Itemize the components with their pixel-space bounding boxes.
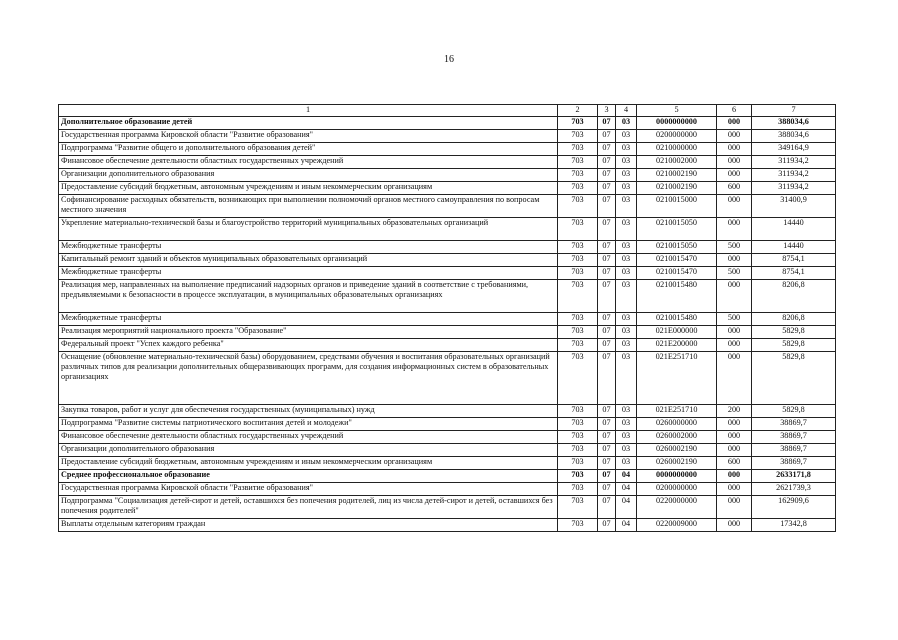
table-row	[59, 313, 836, 326]
target-article-cell: 0200000000	[637, 483, 717, 496]
item-name-cell: Закупка товаров, работ и услуг для обеспечения государственных (муниципальных) нужд	[59, 405, 558, 418]
target-article-cell: 0220000000	[637, 496, 717, 519]
table-row	[59, 218, 836, 241]
section-code-cell: 07	[598, 280, 616, 313]
table-row	[59, 267, 836, 280]
item-name-cell: Государственная программа Кировской области "Развитие образования"	[59, 483, 558, 496]
item-name-cell: Финансовое обеспечение деятельности областных государственных учреждений	[59, 156, 558, 169]
column-header: 1	[59, 105, 558, 117]
expense-type-cell: 000	[717, 254, 752, 267]
amount-cell: 8206,8	[752, 313, 836, 326]
expense-type-cell: 600	[717, 457, 752, 470]
table-row	[59, 254, 836, 267]
expense-type-cell: 000	[717, 444, 752, 457]
expense-type-cell: 000	[717, 483, 752, 496]
subsection-code-cell: 03	[616, 267, 637, 280]
ministry-code-cell: 703	[558, 405, 598, 418]
item-name-cell: Межбюджетные трансферты	[59, 241, 558, 254]
subsection-code-cell: 03	[616, 156, 637, 169]
ministry-code-cell: 703	[558, 182, 598, 195]
table-row	[59, 339, 836, 352]
item-name-cell: Реализация мероприятий национального проекта "Образование"	[59, 326, 558, 339]
item-name-cell: Софинансирование расходных обязательств, возникающих при выполнении полномочий органов местного самоуправления по вопросам местного значения	[59, 195, 558, 218]
subsection-code-cell: 03	[616, 418, 637, 431]
section-code-cell: 07	[598, 254, 616, 267]
amount-cell: 2633171,8	[752, 470, 836, 483]
target-article-cell: 0210015480	[637, 280, 717, 313]
subsection-code-cell: 03	[616, 218, 637, 241]
expense-type-cell: 000	[717, 339, 752, 352]
section-code-cell: 07	[598, 496, 616, 519]
subsection-code-cell: 03	[616, 143, 637, 156]
ministry-code-cell: 703	[558, 169, 598, 182]
table-row	[59, 405, 836, 418]
section-code-cell: 07	[598, 339, 616, 352]
ministry-code-cell: 703	[558, 496, 598, 519]
section-code-cell: 07	[598, 156, 616, 169]
table-row	[59, 470, 836, 483]
section-code-cell: 07	[598, 241, 616, 254]
table-row	[59, 431, 836, 444]
amount-cell: 14440	[752, 241, 836, 254]
subsection-code-cell: 03	[616, 444, 637, 457]
subsection-code-cell: 03	[616, 352, 637, 405]
subsection-code-cell: 03	[616, 254, 637, 267]
item-name-cell: Подпрограмма "Развитие системы патриотического воспитания детей и молодежи"	[59, 418, 558, 431]
section-code-cell: 07	[598, 457, 616, 470]
amount-cell: 388034,6	[752, 117, 836, 130]
target-article-cell: 0210015470	[637, 254, 717, 267]
target-article-cell: 0210015480	[637, 313, 717, 326]
expense-type-cell: 000	[717, 143, 752, 156]
expense-type-cell: 000	[717, 496, 752, 519]
item-name-cell: Федеральный проект "Успех каждого ребенка"	[59, 339, 558, 352]
item-name-cell: Предоставление субсидий бюджетным, автономным учреждениям и иным некоммерческим организациям	[59, 182, 558, 195]
ministry-code-cell: 703	[558, 267, 598, 280]
target-article-cell: 0210015470	[637, 267, 717, 280]
ministry-code-cell: 703	[558, 254, 598, 267]
ministry-code-cell: 703	[558, 339, 598, 352]
item-name-cell: Укрепление материально-технической базы и благоустройство территорий муниципальных образовательных организаций	[59, 218, 558, 241]
subsection-code-cell: 03	[616, 117, 637, 130]
subsection-code-cell: 03	[616, 130, 637, 143]
ministry-code-cell: 703	[558, 313, 598, 326]
page-number: 16	[444, 54, 454, 65]
budget-table	[58, 104, 836, 532]
section-code-cell: 07	[598, 313, 616, 326]
amount-cell: 388034,6	[752, 130, 836, 143]
ministry-code-cell: 703	[558, 280, 598, 313]
amount-cell: 38869,7	[752, 418, 836, 431]
table-row	[59, 143, 836, 156]
expense-type-cell: 200	[717, 405, 752, 418]
table-row	[59, 352, 836, 405]
ministry-code-cell: 703	[558, 519, 598, 532]
target-article-cell: 0260000000	[637, 418, 717, 431]
expense-type-cell: 000	[717, 156, 752, 169]
subsection-code-cell: 03	[616, 326, 637, 339]
amount-cell: 38869,7	[752, 457, 836, 470]
ministry-code-cell: 703	[558, 444, 598, 457]
item-name-cell: Межбюджетные трансферты	[59, 267, 558, 280]
ministry-code-cell: 703	[558, 195, 598, 218]
section-code-cell: 07	[598, 218, 616, 241]
target-article-cell: 0210015000	[637, 195, 717, 218]
table-row	[59, 241, 836, 254]
table-row	[59, 457, 836, 470]
expense-type-cell: 000	[717, 352, 752, 405]
amount-cell: 5829,8	[752, 326, 836, 339]
ministry-code-cell: 703	[558, 483, 598, 496]
subsection-code-cell: 04	[616, 470, 637, 483]
table-row	[59, 117, 836, 130]
item-name-cell: Дополнительное образование детей	[59, 117, 558, 130]
target-article-cell: 0210015050	[637, 241, 717, 254]
expense-type-cell: 000	[717, 470, 752, 483]
subsection-code-cell: 03	[616, 182, 637, 195]
section-code-cell: 07	[598, 470, 616, 483]
amount-cell: 38869,7	[752, 431, 836, 444]
item-name-cell: Капитальный ремонт зданий и объектов муниципальных образовательных организаций	[59, 254, 558, 267]
expense-type-cell: 000	[717, 519, 752, 532]
section-code-cell: 07	[598, 418, 616, 431]
section-code-cell: 07	[598, 444, 616, 457]
column-header: 7	[752, 105, 836, 117]
expense-type-cell: 000	[717, 326, 752, 339]
expense-type-cell: 000	[717, 418, 752, 431]
amount-cell: 311934,2	[752, 156, 836, 169]
column-header: 3	[598, 105, 616, 117]
section-code-cell: 07	[598, 117, 616, 130]
table-row	[59, 326, 836, 339]
ministry-code-cell: 703	[558, 326, 598, 339]
amount-cell: 38869,7	[752, 444, 836, 457]
ministry-code-cell: 703	[558, 241, 598, 254]
expense-type-cell: 500	[717, 241, 752, 254]
column-header: 2	[558, 105, 598, 117]
target-article-cell: 0000000000	[637, 470, 717, 483]
section-code-cell: 07	[598, 405, 616, 418]
expense-type-cell: 600	[717, 182, 752, 195]
amount-cell: 17342,8	[752, 519, 836, 532]
subsection-code-cell: 03	[616, 241, 637, 254]
target-article-cell: 021E000000	[637, 326, 717, 339]
subsection-code-cell: 03	[616, 169, 637, 182]
section-code-cell: 07	[598, 483, 616, 496]
amount-cell: 5829,8	[752, 405, 836, 418]
column-header: 5	[637, 105, 717, 117]
section-code-cell: 07	[598, 267, 616, 280]
expense-type-cell: 000	[717, 431, 752, 444]
target-article-cell: 0210015050	[637, 218, 717, 241]
subsection-code-cell: 03	[616, 195, 637, 218]
table-row	[59, 483, 836, 496]
expense-type-cell: 000	[717, 169, 752, 182]
section-code-cell: 07	[598, 130, 616, 143]
amount-cell: 5829,8	[752, 352, 836, 405]
subsection-code-cell: 03	[616, 313, 637, 326]
table-row	[59, 444, 836, 457]
target-article-cell: 0210002000	[637, 156, 717, 169]
item-name-cell: Подпрограмма "Социализация детей-сирот и детей, оставшихся без попечения родителей, лиц из числа детей-сирот и детей, оставшихся без попечения родителей"	[59, 496, 558, 519]
ministry-code-cell: 703	[558, 418, 598, 431]
subsection-code-cell: 03	[616, 431, 637, 444]
item-name-cell: Межбюджетные трансферты	[59, 313, 558, 326]
item-name-cell: Государственная программа Кировской области "Развитие образования"	[59, 130, 558, 143]
subsection-code-cell: 03	[616, 280, 637, 313]
target-article-cell: 0220009000	[637, 519, 717, 532]
header-row	[59, 105, 836, 117]
target-article-cell: 0000000000	[637, 117, 717, 130]
target-article-cell: 0260002190	[637, 457, 717, 470]
table-row	[59, 280, 836, 313]
ministry-code-cell: 703	[558, 218, 598, 241]
expense-type-cell: 000	[717, 218, 752, 241]
subsection-code-cell: 03	[616, 339, 637, 352]
amount-cell: 5829,8	[752, 339, 836, 352]
target-article-cell: 0210002190	[637, 182, 717, 195]
amount-cell: 8206,8	[752, 280, 836, 313]
target-article-cell: 0200000000	[637, 130, 717, 143]
target-article-cell: 021E251710	[637, 405, 717, 418]
ministry-code-cell: 703	[558, 431, 598, 444]
ministry-code-cell: 703	[558, 117, 598, 130]
expense-type-cell: 000	[717, 195, 752, 218]
table-row	[59, 156, 836, 169]
item-name-cell: Выплаты отдельным категориям граждан	[59, 519, 558, 532]
ministry-code-cell: 703	[558, 352, 598, 405]
section-code-cell: 07	[598, 195, 616, 218]
amount-cell: 162909,6	[752, 496, 836, 519]
section-code-cell: 07	[598, 431, 616, 444]
ministry-code-cell: 703	[558, 470, 598, 483]
target-article-cell: 0210000000	[637, 143, 717, 156]
table-row	[59, 418, 836, 431]
ministry-code-cell: 703	[558, 156, 598, 169]
item-name-cell: Предоставление субсидий бюджетным, автономным учреждениям и иным некоммерческим организациям	[59, 457, 558, 470]
subsection-code-cell: 03	[616, 457, 637, 470]
expense-type-cell: 000	[717, 117, 752, 130]
table-body	[59, 117, 836, 532]
section-code-cell: 07	[598, 326, 616, 339]
target-article-cell: 0210002190	[637, 169, 717, 182]
ministry-code-cell: 703	[558, 457, 598, 470]
section-code-cell: 07	[598, 169, 616, 182]
amount-cell: 2621739,3	[752, 483, 836, 496]
amount-cell: 14440	[752, 218, 836, 241]
table-row	[59, 496, 836, 519]
item-name-cell: Оснащение (обновление материально-технической базы) оборудованием, средствами обучения и воспитания образовательных организаций различных типов для реализации дополнительных общеразвивающих программ, для создания информационных систем в образовательных организациях	[59, 352, 558, 405]
target-article-cell: 0260002190	[637, 444, 717, 457]
subsection-code-cell: 04	[616, 496, 637, 519]
ministry-code-cell: 703	[558, 143, 598, 156]
table-row	[59, 195, 836, 218]
section-code-cell: 07	[598, 182, 616, 195]
item-name-cell: Среднее профессиональное образование	[59, 470, 558, 483]
table-row	[59, 130, 836, 143]
amount-cell: 8754,1	[752, 267, 836, 280]
amount-cell: 31400,9	[752, 195, 836, 218]
item-name-cell: Реализация мер, направленных на выполнение предписаний надзорных органов и приведение зданий в соответствие с требованиями, предъявляемыми к безопасности в процессе эксплуатации, в муниципальных образовательных организациях	[59, 280, 558, 313]
table-row	[59, 519, 836, 532]
target-article-cell: 021E251710	[637, 352, 717, 405]
expense-type-cell: 500	[717, 313, 752, 326]
amount-cell: 349164,9	[752, 143, 836, 156]
table-row	[59, 169, 836, 182]
expense-type-cell: 500	[717, 267, 752, 280]
expense-type-cell: 000	[717, 130, 752, 143]
item-name-cell: Организации дополнительного образования	[59, 444, 558, 457]
amount-cell: 311934,2	[752, 169, 836, 182]
ministry-code-cell: 703	[558, 130, 598, 143]
target-article-cell: 021E200000	[637, 339, 717, 352]
column-header: 6	[717, 105, 752, 117]
amount-cell: 311934,2	[752, 182, 836, 195]
column-header: 4	[616, 105, 637, 117]
subsection-code-cell: 04	[616, 483, 637, 496]
expense-type-cell: 000	[717, 280, 752, 313]
item-name-cell: Подпрограмма "Развитие общего и дополнительного образования детей"	[59, 143, 558, 156]
section-code-cell: 07	[598, 143, 616, 156]
section-code-cell: 07	[598, 352, 616, 405]
subsection-code-cell: 03	[616, 405, 637, 418]
item-name-cell: Организации дополнительного образования	[59, 169, 558, 182]
target-article-cell: 0260002000	[637, 431, 717, 444]
subsection-code-cell: 04	[616, 519, 637, 532]
amount-cell: 8754,1	[752, 254, 836, 267]
section-code-cell: 07	[598, 519, 616, 532]
item-name-cell: Финансовое обеспечение деятельности областных государственных учреждений	[59, 431, 558, 444]
table-row	[59, 182, 836, 195]
